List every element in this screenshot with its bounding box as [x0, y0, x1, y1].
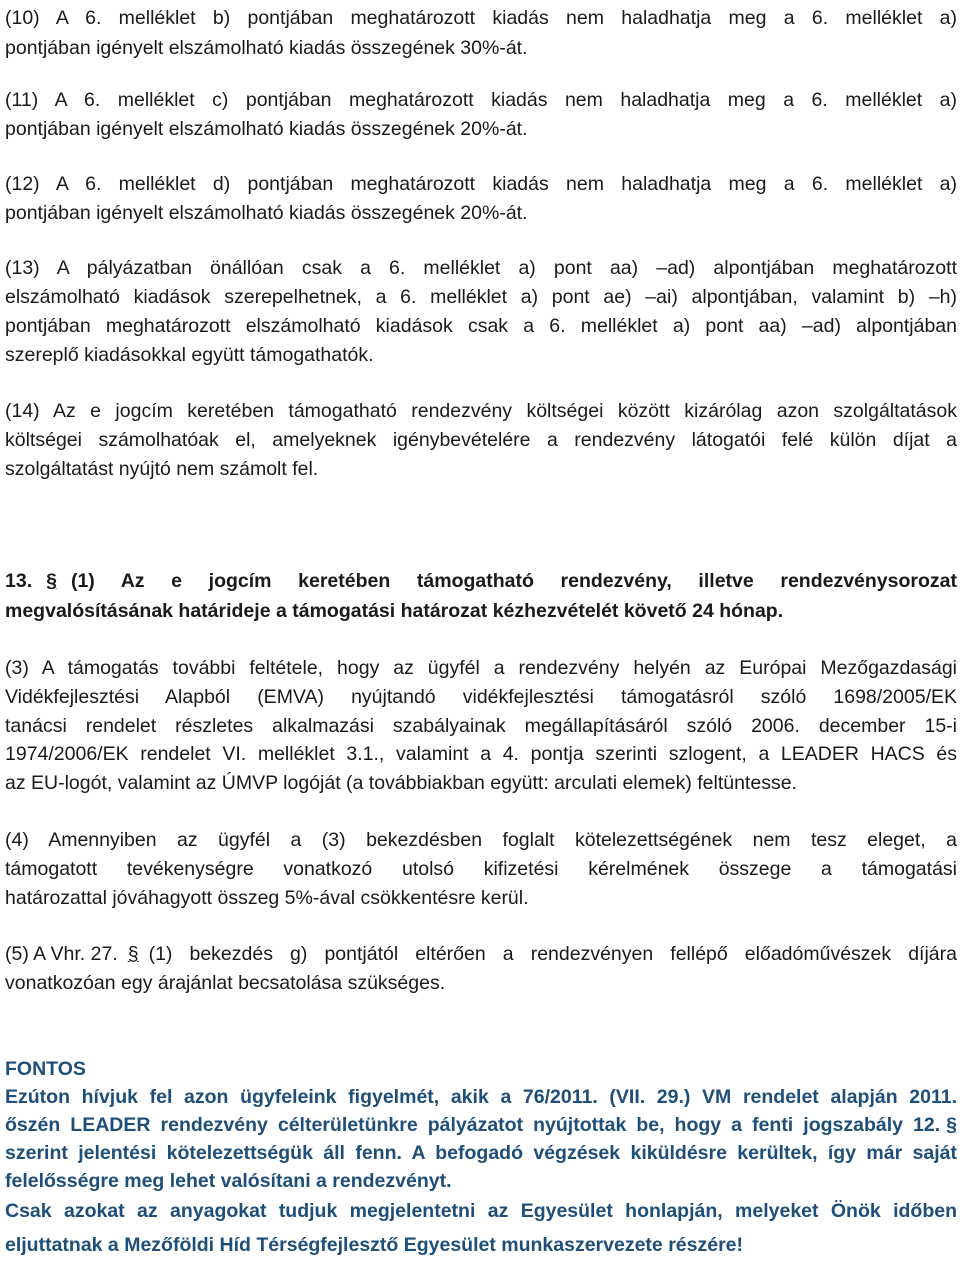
- notice-line-6: eljuttatnak a Mezőföldi Híd Térségfejlesztő Egyesület munkaszervezete részére!: [5, 1234, 743, 1256]
- paragraph-3-line-2: Vidékfejlesztési Alapból (EMVA) nyújtandó vidékfejlesztési támogatásról szóló 1698/2005/EK: [5, 686, 957, 708]
- notice-line-5: Csak azokat az anyagokat tudjuk megjelentetni az Egyesület honlapján, melyeket Önök időben: [5, 1200, 957, 1222]
- paragraph-11-line-2: pontjában igényelt elszámolható kiadás összegének 20%-át.: [5, 118, 528, 140]
- paragraph-12-line-1: (12) A 6. melléklet d) pontjában meghatározott kiadás nem haladhatja meg a 6. melléklet a): [5, 173, 957, 195]
- notice-line-4: felelősségre meg lehet valósítani a rendezvényt.: [5, 1170, 452, 1192]
- section-sign: §: [946, 1114, 957, 1136]
- section-13-heading-line-1: [5, 567, 957, 595]
- paragraph-3-line-4: 1974/2006/EK rendelet VI. melléklet 3.1., valamint a 4. pontja szerinti szlogent, a LEADER HACS és: [5, 743, 957, 765]
- paragraph-4-line-2: támogatott tevékenységre vonatkozó utolsó kifizetési kérelmének összege a támogatási: [5, 858, 957, 880]
- paragraph-5-line-1-a: (5) A Vhr. 27.: [5, 943, 118, 965]
- paragraph-13-line-4: szereplő kiadásokkal együtt támogathatók.: [5, 344, 374, 366]
- section-13-heading-line-2: megvalósításának határideje a támogatási határozat kézhezvételét követő 24 hónap.: [5, 600, 784, 622]
- paragraph-5-line-2: vonatkozóan egy árajánlat becsatolása szükséges.: [5, 972, 446, 994]
- paragraph-13-line-2: elszámolható kiadások szerepelhetnek, a 6. melléklet a) pont ae) –ai) alpontjában, valamint b) –h): [5, 286, 957, 308]
- paragraph-3-line-3: tanácsi rendelet részletes alkalmazási szabályainak megállapításáról szóló 2006. december 15-i: [5, 715, 957, 737]
- paragraph-3-line-5: az EU-logót, valamint az ÚMVP logóját (a továbbiakban együtt: arculati elemek) feltüntesse.: [5, 772, 797, 794]
- paragraph-13-line-3: pontjában meghatározott elszámolható kiadások csak a 6. melléklet a) pont aa) –ad) alpontjában: [5, 315, 957, 337]
- section-13-line-1-rest: (1) Az e jogcím keretében támogatható rendezvény, illetve rendezvénysorozat: [70, 570, 957, 592]
- notice-line-3: szerint jelentési kötelezettségük áll fenn. A befogadó végzések kiküldésre kerültek, így már saját: [5, 1142, 957, 1164]
- section-sign: §: [127, 943, 139, 965]
- notice-line-1: Ezúton hívjuk fel azon ügyfeleink figyelmét, akik a 76/2011. (VII. 29.) VM rendelet alapján 2011.: [5, 1086, 957, 1108]
- paragraph-12-line-2: pontjában igényelt elszámolható kiadás összegének 20%-át.: [5, 202, 528, 224]
- paragraph-14-line-2: költségei számolhatóak el, amelyeknek igénybevételére a rendezvény látogatói felé külön díjat a: [5, 429, 957, 451]
- section-sign: §: [46, 570, 57, 592]
- paragraph-10-line-2: pontjában igényelt elszámolható kiadás összegének 30%-át.: [5, 37, 528, 59]
- notice-line-2-text: őszén LEADER rendezvény célterületünkre pályázatot nyújtottak be, hogy a fenti jogszabály 12.: [5, 1114, 941, 1136]
- paragraph-4-line-3: határozattal jóváhagyott összeg 5%-ával csökkentésre kerül.: [5, 887, 529, 909]
- paragraph-14-line-1: (14) Az e jogcím keretében támogatható rendezvény költségei között kizárólag azon szolgáltatások: [5, 400, 957, 422]
- notice-line-2: [5, 1111, 957, 1139]
- notice-heading: FONTOS: [5, 1058, 86, 1080]
- paragraph-11-line-1: (11) A 6. melléklet c) pontjában meghatározott kiadás nem haladhatja meg a 6. melléklet a): [5, 89, 957, 111]
- paragraph-4-line-1: (4) Amennyiben az ügyfél a (3) bekezdésben foglalt kötelezettségének nem tesz eleget, a: [5, 829, 957, 851]
- paragraph-10-line-1: (10) A 6. melléklet b) pontjában meghatározott kiadás nem haladhatja meg a 6. melléklet a): [5, 7, 957, 29]
- paragraph-3-line-1: (3) A támogatás további feltétele, hogy az ügyfél a rendezvény helyén az Európai Mezőgazdasági: [5, 657, 957, 679]
- paragraph-14-line-3: szolgáltatást nyújtó nem számolt fel.: [5, 458, 319, 480]
- paragraph-13-line-1: (13) A pályázatban önállóan csak a 6. melléklet a) pont aa) –ad) alpontjában meghatározott: [5, 257, 957, 279]
- paragraph-5-line-1-b: (1) bekezdés g) pontjától eltérően a rendezvényen fellépő előadóművészek díjára: [148, 943, 957, 965]
- paragraph-5-line-1: [5, 940, 957, 968]
- section-13-number: 13.: [5, 570, 33, 592]
